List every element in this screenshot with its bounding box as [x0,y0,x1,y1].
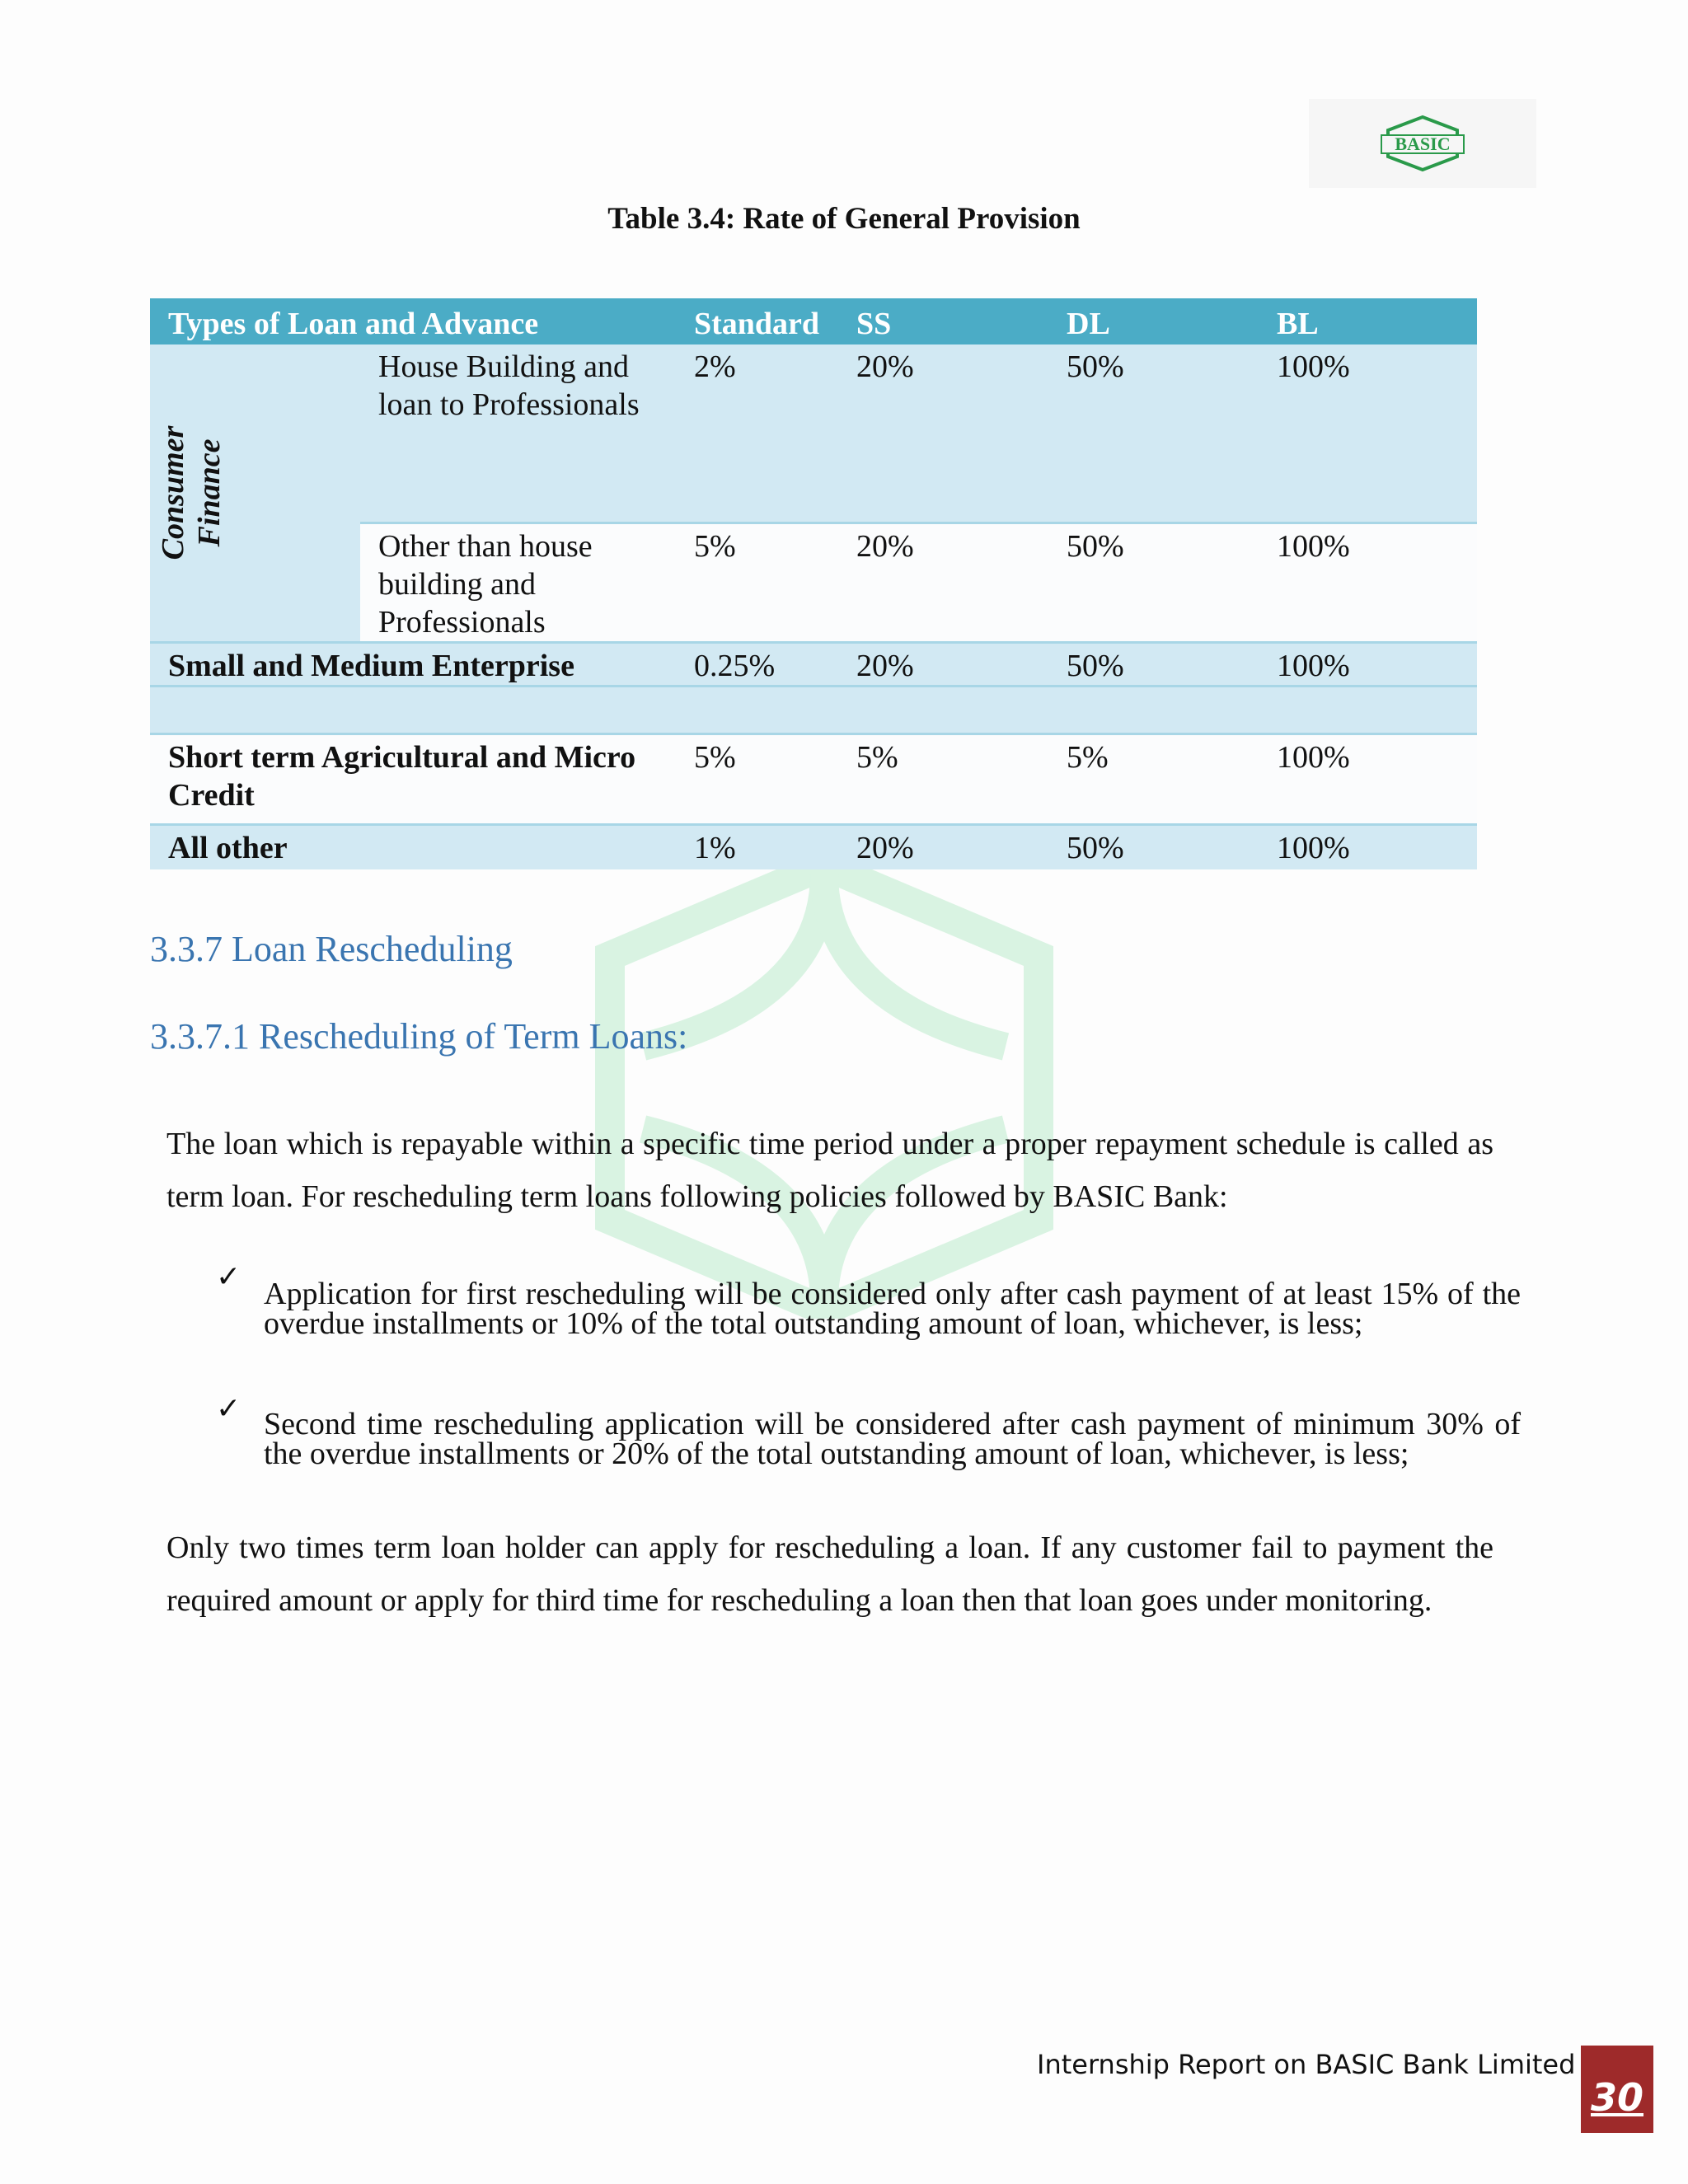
table-row-empty [150,687,1477,734]
logo-text: BASIC [1395,134,1451,154]
consumer-finance-group [150,344,360,643]
cell-ss: 20% [838,643,1048,687]
cell-dl: 5% [1048,734,1259,825]
cell-standard: 0.25% [676,643,838,687]
cell-bl: 100% [1259,523,1477,642]
cell-bl: 100% [1259,643,1477,687]
group-label-line2: Finance [192,438,227,547]
bank-logo [1309,99,1536,188]
header-bl: BL [1277,307,1319,341]
header-ss: SS [856,307,892,341]
cell-standard: 5% [676,734,838,825]
header-standard: Standard [694,307,820,341]
table-header-row [150,298,1477,344]
cell-ss: 5% [838,734,1048,825]
row-label: Other than house building and Professionals [360,523,676,642]
check-icon: ✓ [216,1260,241,1293]
cell-standard: 2% [676,344,838,523]
basic-logo-icon [1309,99,1536,188]
bullet-item: Application for first rescheduling will be considered only after cash payment of at least 15% of the overdue installments or 10% of the total outstanding amount of loan, whichever, is less; [264,1277,1521,1341]
cell-dl: 50% [1048,523,1259,642]
cell-standard: 1% [676,825,838,869]
bullet-item: Second time rescheduling application will be considered after cash payment of minimum 30% of the overdue installments or 20% of the total outstanding amount of loan, whichever, is less; [264,1407,1521,1471]
check-icon: ✓ [216,1392,241,1425]
footer-title: Internship Report on BASIC Bank Limited [1037,2049,1576,2080]
section-heading: 3.3.7 Loan Rescheduling [150,929,513,969]
cell-ss: 20% [838,344,1048,523]
paragraph-intro: The loan which is repayable within a specific time period under a proper repayment schedule is called as term loan. For rescheduling term loans following policies followed by BASIC Bank: [166,1127,1493,1214]
row-label: Small and Medium Enterprise [150,643,676,687]
row-label: House Building and loan to Professionals [360,344,676,523]
provision-table [150,298,1477,869]
cell-ss: 20% [838,825,1048,869]
subsection-heading: 3.3.7.1 Rescheduling of Term Loans: [150,1016,688,1057]
cell-standard: 5% [676,523,838,642]
paragraph-closing: Only two times term loan holder can apply for rescheduling a loan. If any customer fail to payment the required amount or apply for third time for rescheduling a loan then that loan goes under monitoring. [166,1530,1493,1618]
header-loan-type: Types of Loan and Advance [168,307,539,341]
group-label-line1: Consumer [156,425,190,560]
table-row [150,734,1477,825]
cell-bl: 100% [1259,734,1477,825]
cell-ss: 20% [838,523,1048,642]
cell-dl: 50% [1048,643,1259,687]
table-row [150,825,1477,869]
cell-bl: 100% [1259,825,1477,869]
page-number: 30 [1590,2075,1643,2120]
basic-watermark-icon [577,857,1071,1319]
table-caption: Table 3.4: Rate of General Provision [607,202,1081,236]
cell-dl: 50% [1048,344,1259,523]
row-label: All other [150,825,676,869]
page-number-badge [1581,2046,1653,2133]
header-dl: DL [1067,307,1110,341]
table-row [150,643,1477,687]
table-row [150,344,1477,523]
cell-dl: 50% [1048,825,1259,869]
cell-bl: 100% [1259,344,1477,523]
row-label: Short term Agricultural and Micro Credit [150,734,676,825]
